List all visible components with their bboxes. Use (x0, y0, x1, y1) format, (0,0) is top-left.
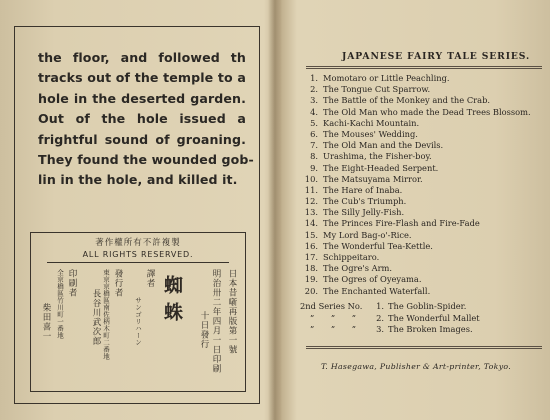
colophon-translator: サンゴリハーン (134, 297, 142, 346)
list-item (300, 207, 545, 218)
bottom-rule (306, 346, 542, 347)
list-item (300, 230, 545, 241)
item-title: The Goblin-Spider. (388, 301, 467, 311)
item-number: 3. (310, 95, 318, 106)
colophon-book-title: 蜘蛛 (161, 275, 183, 329)
colophon-publisher-label: 發行者 (113, 269, 123, 298)
item-title: The Battle of the Monkey and the Crab. (323, 95, 491, 106)
item-title: The Wonderful Tea-Kettle. (323, 240, 433, 251)
title-rule (306, 68, 542, 69)
list-item (300, 174, 545, 185)
item-number: 19. (304, 274, 318, 285)
item-number: 2. (310, 84, 318, 95)
list-item (300, 252, 545, 263)
story-text (38, 48, 254, 191)
list-item (300, 324, 545, 336)
item-number: 1. (310, 73, 318, 83)
item-title: The Mouses' Wedding. (323, 128, 418, 139)
item-title: The Ogre's Arm. (323, 263, 393, 274)
list-item (300, 313, 545, 325)
item-number: 2. (376, 312, 384, 323)
item-number: 9. (310, 162, 318, 173)
item-number: 6. (310, 128, 318, 139)
item-number: 15. (304, 229, 318, 240)
list-item (300, 263, 545, 274)
rights-notice: ALL RIGHTS RESERVED. (82, 250, 194, 259)
ditto-marks: ” ” ” (310, 324, 363, 334)
item-number: 12. (304, 196, 318, 207)
list-item (300, 301, 545, 313)
list-item (300, 129, 545, 140)
ditto-marks: ” ” ” (310, 312, 363, 323)
story-line: hole in the deserted garden. (38, 90, 246, 106)
colophon-printer: 柴田喜一 (41, 303, 51, 341)
list-item (300, 241, 545, 252)
item-title: My Lord Bag-o'-Rice. (323, 229, 412, 240)
series-title: JAPANESE FAIRY TALE SERIES. (342, 51, 531, 62)
colophon (30, 232, 246, 392)
bottom-rule (306, 348, 542, 349)
item-number: 1. (376, 301, 384, 311)
item-title: The Silly Jelly-Fish. (323, 207, 405, 218)
item-number: 18. (304, 263, 318, 274)
item-title: Urashima, the Fisher-boy. (323, 151, 432, 162)
second-series-list (300, 301, 545, 336)
item-number: 3. (376, 324, 384, 334)
item-number: 10. (304, 173, 318, 184)
story-line: lin in the hole, and killed it. (38, 172, 238, 188)
item-title: The Ogres of Oyeyama. (323, 274, 422, 285)
list-item (300, 218, 545, 229)
second-series-lead: 2nd Series No. (300, 301, 363, 311)
colophon-print-date: 明治卅二年四月一日印刷 (211, 269, 221, 374)
right-page (282, 0, 550, 420)
publisher-imprint: T. Hasegawa, Publisher & Art-printer, Tokyo. (320, 362, 512, 371)
item-number: 11. (304, 184, 318, 195)
list-item (300, 274, 545, 285)
item-title: The Matsuyama Mirror. (323, 173, 423, 184)
colophon-printer-address: 全京橋區竹川町一番地 (56, 269, 64, 339)
list-item (300, 185, 545, 196)
story-line: Out of the hole issued a (38, 111, 246, 127)
item-title: The Enchanted Waterfall. (323, 285, 431, 296)
colophon-printer-label: 印刷者 (67, 269, 77, 298)
colophon-publisher: 長谷川武次郎 (91, 289, 101, 346)
item-title: The Old Man and the Devils. (323, 140, 444, 151)
item-number: 20. (304, 285, 318, 296)
title-rule (306, 66, 542, 67)
item-title: The Princes Fire-Flash and Fire-Fade (323, 218, 480, 229)
item-number: 14. (304, 218, 318, 229)
list-item (300, 140, 545, 151)
list-item (300, 95, 545, 106)
list-item (300, 118, 545, 129)
item-number: 17. (304, 252, 318, 262)
series-list (300, 73, 545, 297)
colophon-translator-label: 譯者 (145, 269, 155, 288)
item-title: Momotaro or Little Peachling. (323, 73, 450, 83)
item-number: 4. (310, 106, 318, 117)
item-number: 7. (310, 140, 318, 151)
list-item (300, 163, 545, 174)
list-item (300, 151, 545, 162)
colophon-series: 日本昔噺再版第一號 (227, 269, 237, 355)
item-title: The Broken Images. (388, 324, 473, 334)
colophon-publisher-address: 東京京橋區南佐柄木町二番地 (102, 269, 110, 360)
item-number: 5. (310, 117, 318, 128)
item-number: 8. (310, 151, 318, 162)
story-line: They found the wounded gob- (38, 152, 254, 168)
colophon-issue-date: 十日發行 (199, 311, 209, 349)
item-title: The Hare of Inaba. (323, 184, 403, 195)
item-number: 16. (304, 240, 318, 251)
list-item (300, 286, 545, 297)
story-line: the floor, and followed th (38, 50, 246, 65)
item-title: The Tongue Cut Sparrow. (323, 84, 431, 95)
story-line: tracks out of the temple to a (38, 70, 246, 86)
story-line: frightful sound of groaning. (38, 131, 246, 147)
list-item (300, 73, 545, 84)
item-number: 13. (304, 207, 318, 218)
list-item (300, 107, 545, 118)
list-item (300, 196, 545, 207)
item-title: Kachi-Kachi Mountain. (323, 117, 420, 128)
item-title: The Wonderful Mallet (388, 312, 480, 323)
item-title: Schippeitaro. (323, 252, 380, 262)
left-page (0, 0, 272, 420)
rights-notice-japanese: 著作權所有不許複製 (95, 238, 181, 248)
item-title: The Cub's Triumph. (323, 196, 407, 207)
item-title: The Eight-Headed Serpent. (323, 162, 439, 173)
item-title: The Old Man who made the Dead Trees Blossom. (323, 106, 531, 117)
colophon-divider (47, 262, 229, 263)
list-item (300, 84, 545, 95)
